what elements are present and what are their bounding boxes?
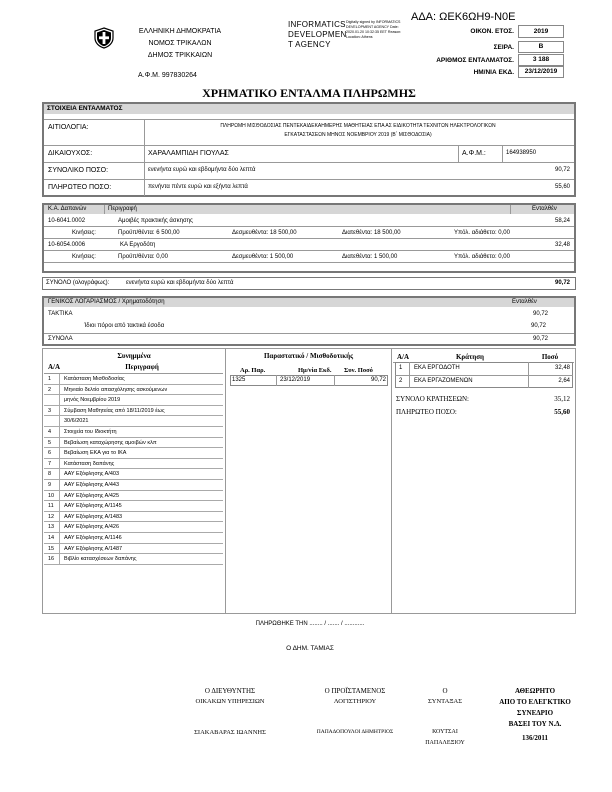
attachment-description: Κατάσταση δαπάνης (64, 460, 115, 467)
audit-note-4: ΒΑΣΕΙ ΤΟΥ Ν.Δ. (508, 720, 562, 728)
series-value: Β (518, 41, 564, 53)
accounts-sum-label: ΣΥΝΟΛΑ (48, 336, 73, 342)
signature-head-name: ΠΑΠΑΔΟΠΟΥΛΟΙ ΔΗΜΗΤΡΙΟΣ (316, 729, 394, 735)
attachment-number: 4 (48, 429, 52, 435)
beneficiary-name: ΧΑΡΑΛΑΜΠΙΔΗ ΓΙΟΥΛΑΣ (148, 150, 229, 157)
expense-balance: Υπόλ. αδιάθετο: 0,00 (454, 254, 510, 260)
vouchers-col-amount: Συν. Ποσό (344, 367, 373, 374)
fin-year-value: 2019 (518, 25, 564, 38)
expense-budget: Προϋπ/θέντα: 6 500,00 (118, 230, 180, 236)
attachment-number: 14 (48, 535, 55, 541)
deductions-col-desc: Κράτηση (455, 353, 485, 361)
attachment-row (44, 459, 223, 470)
attachment-row (44, 512, 223, 523)
signature-author-name-1: ΚΟΥΤΣΑΙ (432, 729, 458, 735)
attachment-row (44, 385, 223, 396)
payable-value: 55,60 (554, 184, 570, 190)
emblem-icon (94, 27, 114, 49)
ada-number: ΑΔΑ: ΩΕΚ6ΩΗ9-Ν0Ε (411, 11, 516, 23)
beneficiary-label: ΔΙΚΑΙΟΥΧΟΣ: (48, 150, 93, 157)
expenses-col-desc: Περιγραφή (108, 206, 137, 212)
expense-desc: ΚΑ Εργοδότη (120, 242, 156, 248)
logo-small-text: Digitally signed by INFORMATICS DEVELOPMENT AGENCY Date: 2020.01.20 10:32:35 EET Reason: Location: Athens (346, 20, 402, 39)
audit-note-5: 136/2011 (521, 734, 549, 742)
date-value: 23/12/2019 (518, 66, 564, 78)
expense-ordered: Διατεθέντα: 18 500,00 (342, 230, 401, 236)
reason-line-2: ΕΓΚΑΤΑΣΤΑΣΕΩΝ ΜΗΝΟΣ ΝΟΕΜΒΡΙΟΥ 2019 (Β΄ ΜΙΣΘΟΔΟΣΙΑ) (284, 132, 432, 138)
attachment-description: ΑΑΥ Εξόφλησης Α/1145 (64, 503, 122, 510)
expense-balance: Υπόλ. αδιάθετο: 0,00 (454, 230, 510, 236)
attachment-number: 10 (48, 492, 55, 499)
audit-note-1: ΑΘΕΩΡΗΤΟ (514, 687, 556, 695)
expenses-sum-words: ενενήντα ευρώ και εβδομήντα δύο λεπτά (126, 280, 234, 286)
accounts-row-2-label: Ίδιοι πόροι από τακτικά έσοδα (84, 323, 165, 329)
attachment-row (44, 491, 223, 502)
attachment-row (44, 533, 223, 544)
deduction-name: ΕΚΑ ΕΡΓΑΖΟΜΕΝΩΝ (414, 378, 473, 384)
attachment-row (44, 416, 223, 427)
attachment-description: Βεβαίωση καταχώρησης αμοιβών κλπ (64, 439, 157, 446)
attachments-col-aa: Α/Α (48, 363, 61, 371)
attachment-row (44, 544, 223, 555)
attachment-description: ΑΑΥ Εξόφλησης Α/426 (64, 524, 120, 531)
greek-emblem (94, 27, 114, 49)
org-line-1: ΕΛΛΗΝΙΚΗ ΔΗΜΟΚΡΑΤΙΑ (138, 28, 222, 35)
deductions-total-value: 35,12 (554, 395, 570, 403)
accounts-row-1-value: 90,72 (532, 311, 548, 317)
attachment-number: 13 (48, 524, 55, 531)
fin-year-label: ΟΙΚΟΝ. ΕΤΟΣ. (470, 28, 514, 35)
signature-author-name-2: ΠΑΠΑΛΕΞΙΟΥ (425, 740, 465, 746)
attachment-number: 12 (48, 513, 55, 520)
deductions-col-aa: Α/Α (397, 353, 410, 361)
deduction-n: 1 (399, 365, 403, 371)
attachment-number: 2 (48, 386, 52, 393)
audit-note-2: ΑΠΟ ΤΟ ΕΛΕΓΚΤΙΚΟ (499, 698, 571, 706)
expense-commit-label: Κινήσεις: (72, 254, 96, 260)
total-words: ενενήντα ευρώ και εβδομήντα δύο λεπτά (148, 167, 256, 173)
details-box (42, 102, 576, 197)
vouchers-col-no: Αρ. Παρ. (240, 367, 266, 374)
cashier-label: Ο ΔΗΜ. ΤΑΜΙΑΣ (286, 645, 334, 652)
deduction-n: 2 (399, 378, 403, 384)
attachment-number: 5 (48, 439, 52, 446)
signature-director: Ο ΔΙΕΥΘΥΝΤΗΣ (204, 687, 256, 695)
expense-amount: 32,48 (554, 242, 570, 248)
org-afm: Α.Φ.Μ. 997830264 (138, 72, 197, 79)
expenses-sum-row (42, 277, 576, 290)
signature-head: Ο ΠΡΟΪΣΤΑΜΕΝΟΣ (324, 687, 386, 695)
signature-director-office: ΟΙΚΑΚΩΝ ΥΠΗΡΕΣΙΩΝ (195, 698, 265, 705)
attachment-row (44, 480, 223, 491)
attachment-description: Βεβαίωση ΕΚΑ για το ΙΚΑ (64, 450, 127, 457)
expense-committed: Δεσμευθέντα: 1 500,00 (232, 254, 294, 260)
attachment-row (44, 469, 223, 480)
attachment-number: 6 (48, 450, 52, 457)
payable-words: πενήντα πέντε ευρώ και εξήντα λεπτά (148, 184, 248, 190)
attachment-number: 3 (48, 407, 52, 414)
attachment-number: 16 (48, 556, 55, 563)
accounts-row-1-label: ΤΑΚΤΙΚΑ (48, 311, 73, 317)
accounts-amount-header: Ενταλθέν (512, 299, 537, 305)
signature-author-role: ΣΥΝΤΑΞΑΣ (428, 698, 462, 705)
accounts-sum-value: 90,72 (532, 336, 548, 342)
signature-author: Ο (442, 687, 448, 695)
deduction-name: ΕΚΑ ΕΡΓΟΔΟΤΗ (414, 365, 460, 371)
attachment-row (44, 554, 223, 565)
attachment-description: ΑΑΥ Εξόφλησης Α/443 (64, 482, 120, 488)
deductions-payable-value: 55,60 (554, 408, 570, 416)
org-line-2: ΝΟΜΟΣ ΤΡΙΚΑΛΩΝ (148, 40, 212, 47)
voucher-date: 23/12/2019 (280, 377, 311, 383)
logo-line-2: DEVELOPMEN (288, 30, 347, 39)
org-line-3: ΔΗΜΟΣ ΤΡΙΚΚΑΙΩΝ (147, 52, 213, 59)
attachment-description: ΑΑΥ Εξόφλησης Α/1487 (64, 545, 123, 552)
attachment-row (44, 522, 223, 533)
attachment-row (44, 406, 223, 417)
attachment-row (44, 395, 223, 406)
logo-line-3: T AGENCY (288, 40, 331, 49)
reason-label: ΑΙΤΙΟΛΟΓΙΑ: (48, 124, 89, 131)
attachment-row (44, 427, 223, 438)
accounts-row-2-value: 90,72 (530, 323, 546, 329)
expenses-sum-value: 90,72 (554, 280, 570, 286)
expenses-col-code: Κ.Α. Δαπανών (48, 206, 87, 212)
attachment-description: Κατάσταση Μισθοδοσίας (64, 376, 125, 382)
date-label: ΗΜ/ΝΙΑ ΕΚΔ. (473, 69, 514, 76)
deduction-value: 2,64 (558, 378, 570, 384)
attachment-number: 11 (48, 503, 54, 510)
total-label: ΣΥΝΟΛΙΚΟ ΠΟΣΟ: (48, 167, 109, 174)
number-value: 3 188 (518, 54, 564, 66)
beneficiary-afm: 164938950 (506, 150, 537, 156)
payable-label: ΠΛΗΡΩΤΕΟ ΠΟΣΟ: (48, 184, 112, 191)
expense-amount: 58,24 (554, 218, 570, 224)
audit-note-3: ΣΥΝΕΔΡΙΟ (516, 709, 554, 717)
deductions-col-amount: Ποσό (541, 353, 559, 361)
total-value: 90,72 (554, 167, 570, 173)
paid-on-line: ΠΛΗΡΩΘΗΚΕ ΤΗΝ ........ / ....... / ............ (255, 621, 365, 627)
signature-director-name: ΣΙΑΚΑΒΑΡΑΣ ΙΩΑΝΝΗΣ (194, 729, 266, 736)
expenses-col-amount: Ενταλθέν (532, 206, 557, 212)
reason-line-1: ΠΛΗΡΩΜΗ ΜΙΣΘΟΔΟΣΙΑΣ ΠΕΝΤΕΚΑΙΔΕΚΑΗΜΕΡΗΣ ΜΑΘΗΤΕΙΑΣ ΕΠΑ ΑΣ ΕΙΔΙΚΟΤΗΤΑ ΤΕΧΝΙΤΩΝ ΗΛΕΚΤΡΟΛΟΓΙΚΩΝ (220, 123, 496, 129)
attachment-description: Σύμβαση Μαθητείας από 18/11/2019 έως (64, 407, 165, 414)
voucher-no: 1325 (232, 377, 246, 383)
details-title: ΣΤΟΙΧΕΙΑ ΕΝΤΑΛΜΑΤΟΣ (44, 104, 574, 114)
attachment-description: Στοιχεία του Ιδιοκτήτη (64, 429, 117, 435)
deduction-value: 32,48 (554, 365, 570, 371)
page-title: ΧΡΗΜΑΤΙΚΟ ΕΝΤΑΛΜΑ ΠΛΗΡΩΜΗΣ (202, 86, 416, 100)
series-label: ΣΕΙΡΑ. (493, 44, 514, 51)
expense-budget: Προϋπ/θέντα: 0,00 (118, 254, 168, 260)
vouchers-col-date: Ημ/νία Εκδ. (298, 367, 332, 374)
attachment-description: ΑΑΥ Εξόφλησης Α/403 (64, 471, 120, 478)
attachment-row (44, 374, 223, 385)
attachment-description: Μηνιαίο δελτίο απασχόλησης ασκούμενων (64, 386, 168, 393)
beneficiary-afm-label: Α.Φ.Μ.: (462, 150, 486, 157)
attachment-number: 7 (48, 460, 52, 467)
number-label: ΑΡΙΘΜΟΣ ΕΝΤΑΛΜΑΤΟΣ. (436, 57, 514, 64)
expense-commit-label: Κινήσεις: (72, 230, 96, 236)
accounts-title: ΓΕΝΙΚΟΣ ΛΟΓΑΡΙΑΣΜΟΣ / Χρηματοδότηση (48, 299, 165, 305)
deductions-payable-label: ΠΛΗΡΩΤΕΟ ΠΟΣΟ: (396, 408, 457, 416)
voucher-amount: 90,72 (370, 377, 386, 383)
attachment-number: 9 (48, 482, 52, 488)
attachment-description: 30/6/2021 (64, 418, 89, 425)
expense-ordered: Διατεθέντα: 1 500,00 (342, 254, 398, 260)
attachment-description: μηνός Νοεμβρίου 2019 (64, 397, 121, 404)
attachment-row (44, 501, 223, 512)
signature-head-office: ΛΟΓΙΣΤΗΡΙΟΥ (333, 698, 377, 705)
logo-line-1: INFORMATICS (288, 20, 346, 29)
attachment-number: 15 (48, 545, 55, 552)
expense-code: 10-6041.0002 (48, 218, 86, 224)
expense-desc: Αμοιβές πρακτικής άσκησης (118, 218, 193, 224)
attachment-row (44, 438, 223, 449)
expense-code: 10-6054.0006 (48, 242, 86, 248)
attachment-description: ΑΑΥ Εξόφλησης Α/1146 (64, 535, 122, 541)
attachment-row (44, 448, 223, 459)
attachment-description: ΑΑΥ Εξόφλησης Α/425 (64, 492, 120, 499)
expenses-sum-label: ΣΥΝΟΛΟ (ολογράφως): (46, 280, 110, 286)
attachment-description: ΑΑΥ Εξόφλησης Α/1483 (64, 513, 123, 520)
attachments-title: Συνημμένα (117, 352, 151, 360)
expense-committed: Δεσμευθέντα: 18 500,00 (232, 230, 297, 236)
deductions-total-label: ΣΥΝΟΛΟ ΚΡΑΤΗΣΕΩΝ: (396, 395, 469, 403)
attachments-col-desc: Περιγραφή (125, 363, 159, 371)
attachment-number: 8 (48, 471, 52, 478)
attachment-description: Βιβλίο κατασχέσεων δαπάνης (64, 556, 137, 563)
vouchers-title: Παραστατικό / Μισθοδοτικής (263, 352, 354, 360)
attachment-number: 1 (48, 376, 52, 382)
